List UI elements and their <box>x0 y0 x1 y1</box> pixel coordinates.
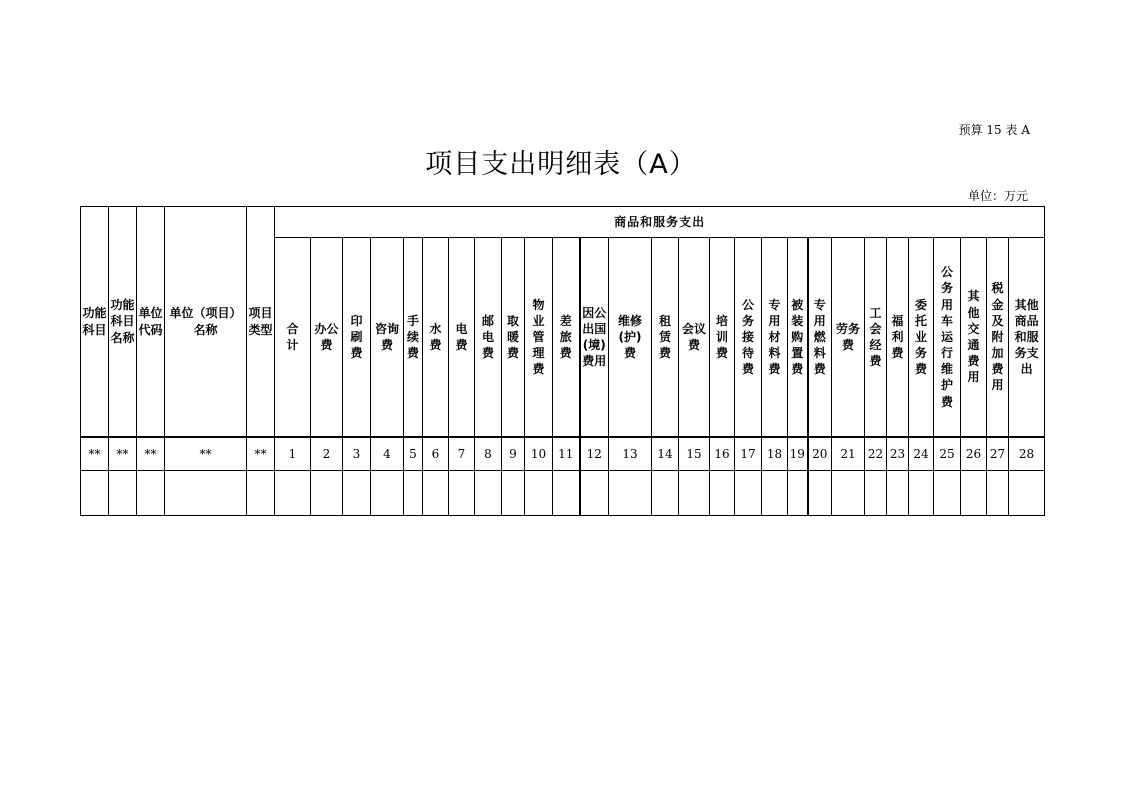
col-number: 20 <box>808 437 832 471</box>
empty-cell <box>475 471 502 516</box>
col-header-25 <box>934 238 961 438</box>
col-header-label: 公 务 用 车 运 行 维 护 费 <box>940 265 953 409</box>
col-header-18 <box>762 238 788 438</box>
col-header-4 <box>371 238 404 438</box>
col-number: 28 <box>1009 437 1045 471</box>
col-number: 3 <box>343 437 371 471</box>
col-number: 4 <box>371 437 404 471</box>
col-header-label: 工 会 经 费 <box>869 305 882 369</box>
col-number: 26 <box>961 437 987 471</box>
col-header-project-type: 项目 类型 <box>247 207 275 438</box>
col-header-7 <box>449 238 475 438</box>
col-number: ** <box>247 437 275 471</box>
col-number: ** <box>109 437 137 471</box>
col-header-label: 公 务 接 待 费 <box>741 297 754 377</box>
col-header-15 <box>679 238 710 438</box>
empty-cell <box>609 471 652 516</box>
col-number: 24 <box>909 437 934 471</box>
col-number: 6 <box>423 437 449 471</box>
col-number: ** <box>81 437 109 471</box>
col-number: 2 <box>311 437 343 471</box>
col-number: 11 <box>553 437 580 471</box>
col-number: 10 <box>525 437 553 471</box>
col-number: 18 <box>762 437 788 471</box>
col-header-1 <box>275 238 311 438</box>
col-number: 21 <box>832 437 865 471</box>
empty-cell <box>275 471 311 516</box>
col-header-label: 租 赁 费 <box>658 313 671 361</box>
empty-cell <box>343 471 371 516</box>
col-number: 14 <box>652 437 679 471</box>
unit-label: 单位：万元 <box>967 189 1028 203</box>
col-number: 25 <box>934 437 961 471</box>
col-header-label: 合 计 <box>286 321 299 352</box>
col-header-label: 差 旅 费 <box>559 313 572 361</box>
col-header-func-code: 功能 科目 <box>81 207 109 438</box>
col-header-label: 水 费 <box>429 321 442 352</box>
col-header-2 <box>311 238 343 438</box>
col-header-17 <box>735 238 762 438</box>
empty-cell <box>580 471 609 516</box>
col-header-26 <box>961 238 987 438</box>
col-header-27 <box>987 238 1009 438</box>
col-header-label: 专 用 材 料 费 <box>768 297 781 377</box>
col-number: 23 <box>887 437 909 471</box>
col-header-label: 劳务 费 <box>835 321 860 352</box>
empty-cell <box>165 471 247 516</box>
col-header-label: 手 续 费 <box>406 313 419 361</box>
col-header-3 <box>343 238 371 438</box>
empty-cell <box>679 471 710 516</box>
empty-cell <box>788 471 808 516</box>
col-header-label: 税 金 及 附 加 费 用 <box>991 281 1004 393</box>
col-header-8 <box>475 238 502 438</box>
col-header-21 <box>832 238 865 438</box>
col-header-19 <box>788 238 808 438</box>
col-number: 9 <box>502 437 525 471</box>
col-number: 12 <box>580 437 609 471</box>
col-number: 7 <box>449 437 475 471</box>
empty-cell <box>81 471 109 516</box>
empty-cell <box>987 471 1009 516</box>
empty-cell <box>502 471 525 516</box>
form-code: 预算 15 表 A <box>958 123 1030 137</box>
col-header-6 <box>423 238 449 438</box>
empty-cell <box>371 471 404 516</box>
col-header-label: 其他 商品 和服 务支 出 <box>1014 297 1039 377</box>
col-header-label: 取 暖 费 <box>506 313 519 361</box>
col-number: 16 <box>710 437 735 471</box>
col-number: ** <box>165 437 247 471</box>
empty-cell <box>311 471 343 516</box>
empty-cell <box>961 471 987 516</box>
col-number: 8 <box>475 437 502 471</box>
col-number: 19 <box>788 437 808 471</box>
empty-cell <box>934 471 961 516</box>
col-header-13 <box>609 238 652 438</box>
empty-cell <box>525 471 553 516</box>
col-header-unit-name: 单位（项目） 名称 <box>165 207 247 438</box>
col-header-12 <box>580 238 609 438</box>
col-header-24 <box>909 238 934 438</box>
col-header-label: 福 利 费 <box>891 313 904 361</box>
empty-cell <box>865 471 887 516</box>
empty-cell <box>404 471 423 516</box>
empty-cell <box>762 471 788 516</box>
empty-cell <box>449 471 475 516</box>
col-number: 1 <box>275 437 311 471</box>
empty-cell <box>137 471 165 516</box>
expense-table <box>80 206 1045 516</box>
col-header-label: 物 业 管 理 费 <box>532 297 545 377</box>
col-number: 27 <box>987 437 1009 471</box>
empty-cell <box>735 471 762 516</box>
empty-cell <box>710 471 735 516</box>
col-number: 13 <box>609 437 652 471</box>
col-header-label: 电 费 <box>455 321 468 352</box>
col-header-23 <box>887 238 909 438</box>
col-header-label: 其 他 交 通 费 用 <box>967 289 980 385</box>
col-header-unit-code: 单位 代码 <box>137 207 165 438</box>
col-header-14 <box>652 238 679 438</box>
empty-cell <box>832 471 865 516</box>
empty-cell <box>553 471 580 516</box>
col-header-5 <box>404 238 423 438</box>
col-number: ** <box>137 437 165 471</box>
col-header-11 <box>553 238 580 438</box>
empty-cell <box>247 471 275 516</box>
col-header-label: 培 训 费 <box>715 313 728 361</box>
group-header: 商品和服务支出 <box>275 207 1045 238</box>
col-header-func-name: 功能 科目 名称 <box>109 207 137 438</box>
col-header-10 <box>525 238 553 438</box>
col-header-label: 被 装 购 置 费 <box>791 297 804 377</box>
empty-cell <box>652 471 679 516</box>
col-header-label: 印 刷 费 <box>350 313 363 361</box>
col-header-label: 专 用 燃 料 费 <box>813 297 826 377</box>
col-header-22 <box>865 238 887 438</box>
col-number: 17 <box>735 437 762 471</box>
col-number: 22 <box>865 437 887 471</box>
col-number: 5 <box>404 437 423 471</box>
empty-cell <box>887 471 909 516</box>
empty-cell <box>423 471 449 516</box>
col-header-label: 办公 费 <box>314 321 339 352</box>
empty-cell <box>808 471 832 516</box>
col-header-label: 因公 出国 (境) 费用 <box>582 305 607 369</box>
col-header-28 <box>1009 238 1045 438</box>
page-title: 项目支出明细表（A） <box>425 149 697 180</box>
col-number: 15 <box>679 437 710 471</box>
col-header-label: 邮 电 费 <box>481 313 494 361</box>
col-header-label: 委 托 业 务 费 <box>914 297 927 377</box>
col-header-9 <box>502 238 525 438</box>
empty-cell <box>909 471 934 516</box>
col-header-label: 维修 (护) 费 <box>617 313 642 361</box>
col-header-16 <box>710 238 735 438</box>
col-header-20 <box>808 238 832 438</box>
col-header-label: 咨询 费 <box>374 321 399 352</box>
empty-cell <box>1009 471 1045 516</box>
empty-cell <box>109 471 137 516</box>
col-header-label: 会议 费 <box>681 321 706 352</box>
